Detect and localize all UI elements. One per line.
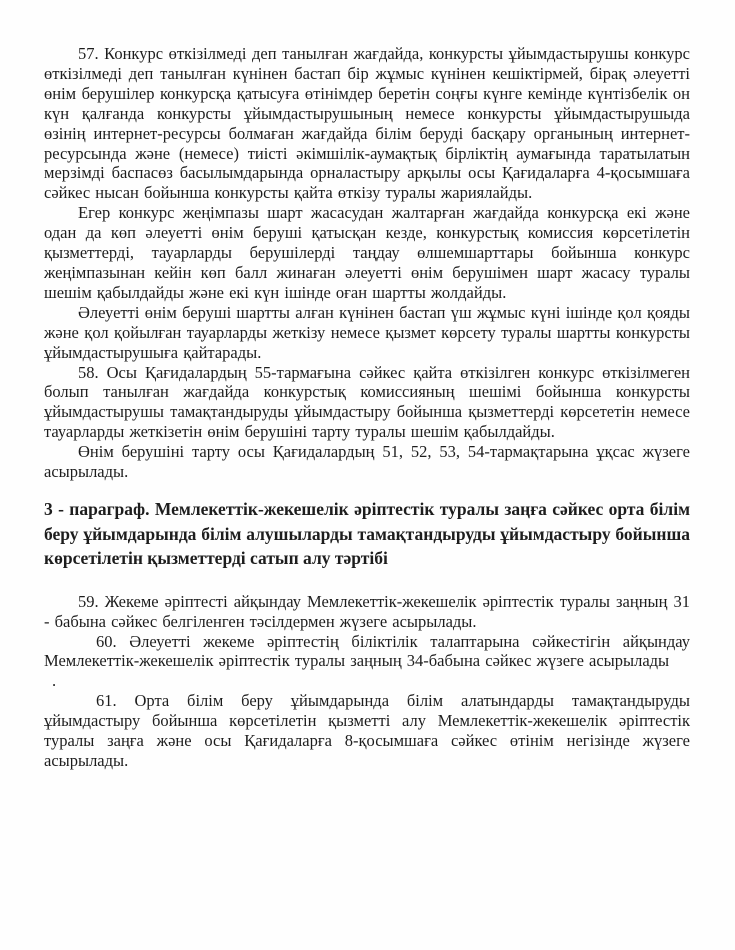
paragraph-60: 60. Әлеуетті жекеме әріптестің біліктілік талаптарына сәйкестігін айқындау Мемлекеттік-жекешелік әріптестік туралы заңның 34-бабына сәйкес жүзеге асырылады	[44, 631, 690, 671]
paragraph-58: 58. Осы Қағидалардың 55-тармағына сәйкес қайта өткізілген конкурс өткізілмеген болып танылған жағдайда конкурстық комиссияның шешімі бойынша конкурсты ұйымдастырушы тамақтандыруды ұйымдастыру бойынша қызметтерді көрсететін немесе тауарларды жеткізетін өнім берушіні тарту туралы шешім қабылдайды.	[44, 362, 690, 442]
paragraph-contract-evasion: Егер конкурс жеңімпазы шарт жасасудан жалтарған жағдайда конкурсқа екі және одан да көп әлеуетті өнім беруші қатысқан кезде, конкурстық комиссия көрсетілетін қызметтерді, тауарларды берушілерді таңдау өлшемшарттары бойынша конкурс жеңімпазынан кейін көп балл жинаған әлеуетті өнім берушімен шарт жасасу туралы шешім қабылдайды және екі күн ішінде оған шартты жолдайды.	[44, 203, 690, 302]
paragraph-supplier-engagement: Өнім берушіні тарту осы Қағидалардың 51, 52, 53, 54-тармақтарына ұқсас жүзеге асырылады.	[44, 442, 690, 482]
section-heading-paragraph-3: 3 - параграф. Мемлекеттік-жекешелік әріптестік туралы заңға сәйкес орта білім беру ұйымдарында білім алушыларды тамақтандыруды ұйымдастыру бойынша көрсетілетін қызметтерді сатып алу тәртібі	[44, 498, 690, 569]
paragraph-61: 61. Орта білім беру ұйымдарында білім алатындарды тамақтандыруды ұйымдастыру бойынша көрсетілетін қызметті алу Мемлекеттік-жекешелік әріптестік туралы заңға және осы Қағидаларға 8-қосымшаға сәйкес өтінім негізінде жүзеге асырылады.	[44, 691, 690, 770]
paragraph-60-trailing-period: .	[52, 671, 57, 691]
paragraph-57: 57. Конкурс өткізілмеді деп танылған жағдайда, конкурсты ұйымдастырушы конкурс өткізілмеді деп танылған күнінен бастап бір жұмыс күнінен кешіктірмей, бірақ әлеуетті өнім берушілер конкурсқа қатысуға өтінімдер беретін соңғы күнге кемінде күнтізбелік он күн қалғанда конкурсты ұйымдастырушының немесе конкурсты ұйымдастырушыда өзінің интернет-ресурсы болмаған жағдайда білім беруді басқару органының интернет-ресурсында және (немесе) тиісті әкімшілік-аумақтық бірліктің аумағында таратылатын мерзімді баспасөз басылымдарында орналастыру арқылы осы Қағидаларға 4-қосымшаға сәйкес нысан бойынша конкурсты қайта өткізу туралы жариялайды.	[44, 44, 690, 203]
paragraph-supplier-signing: Әлеуетті өнім беруші шартты алған күнінен бастап үш жұмыс күні ішінде қол қояды және қол қойылған тауарларды жеткізу немесе қызмет көрсету туралы шартты конкурсты ұйымдастырушыға қайтарады.	[44, 302, 690, 362]
paragraph-59: 59. Жекеме әріптесті айқындау Мемлекеттік-жекешелік әріптестік туралы заңның 31 - бабына сәйкес белгіленген тәсілдермен жүзеге асырылады.	[44, 591, 690, 631]
